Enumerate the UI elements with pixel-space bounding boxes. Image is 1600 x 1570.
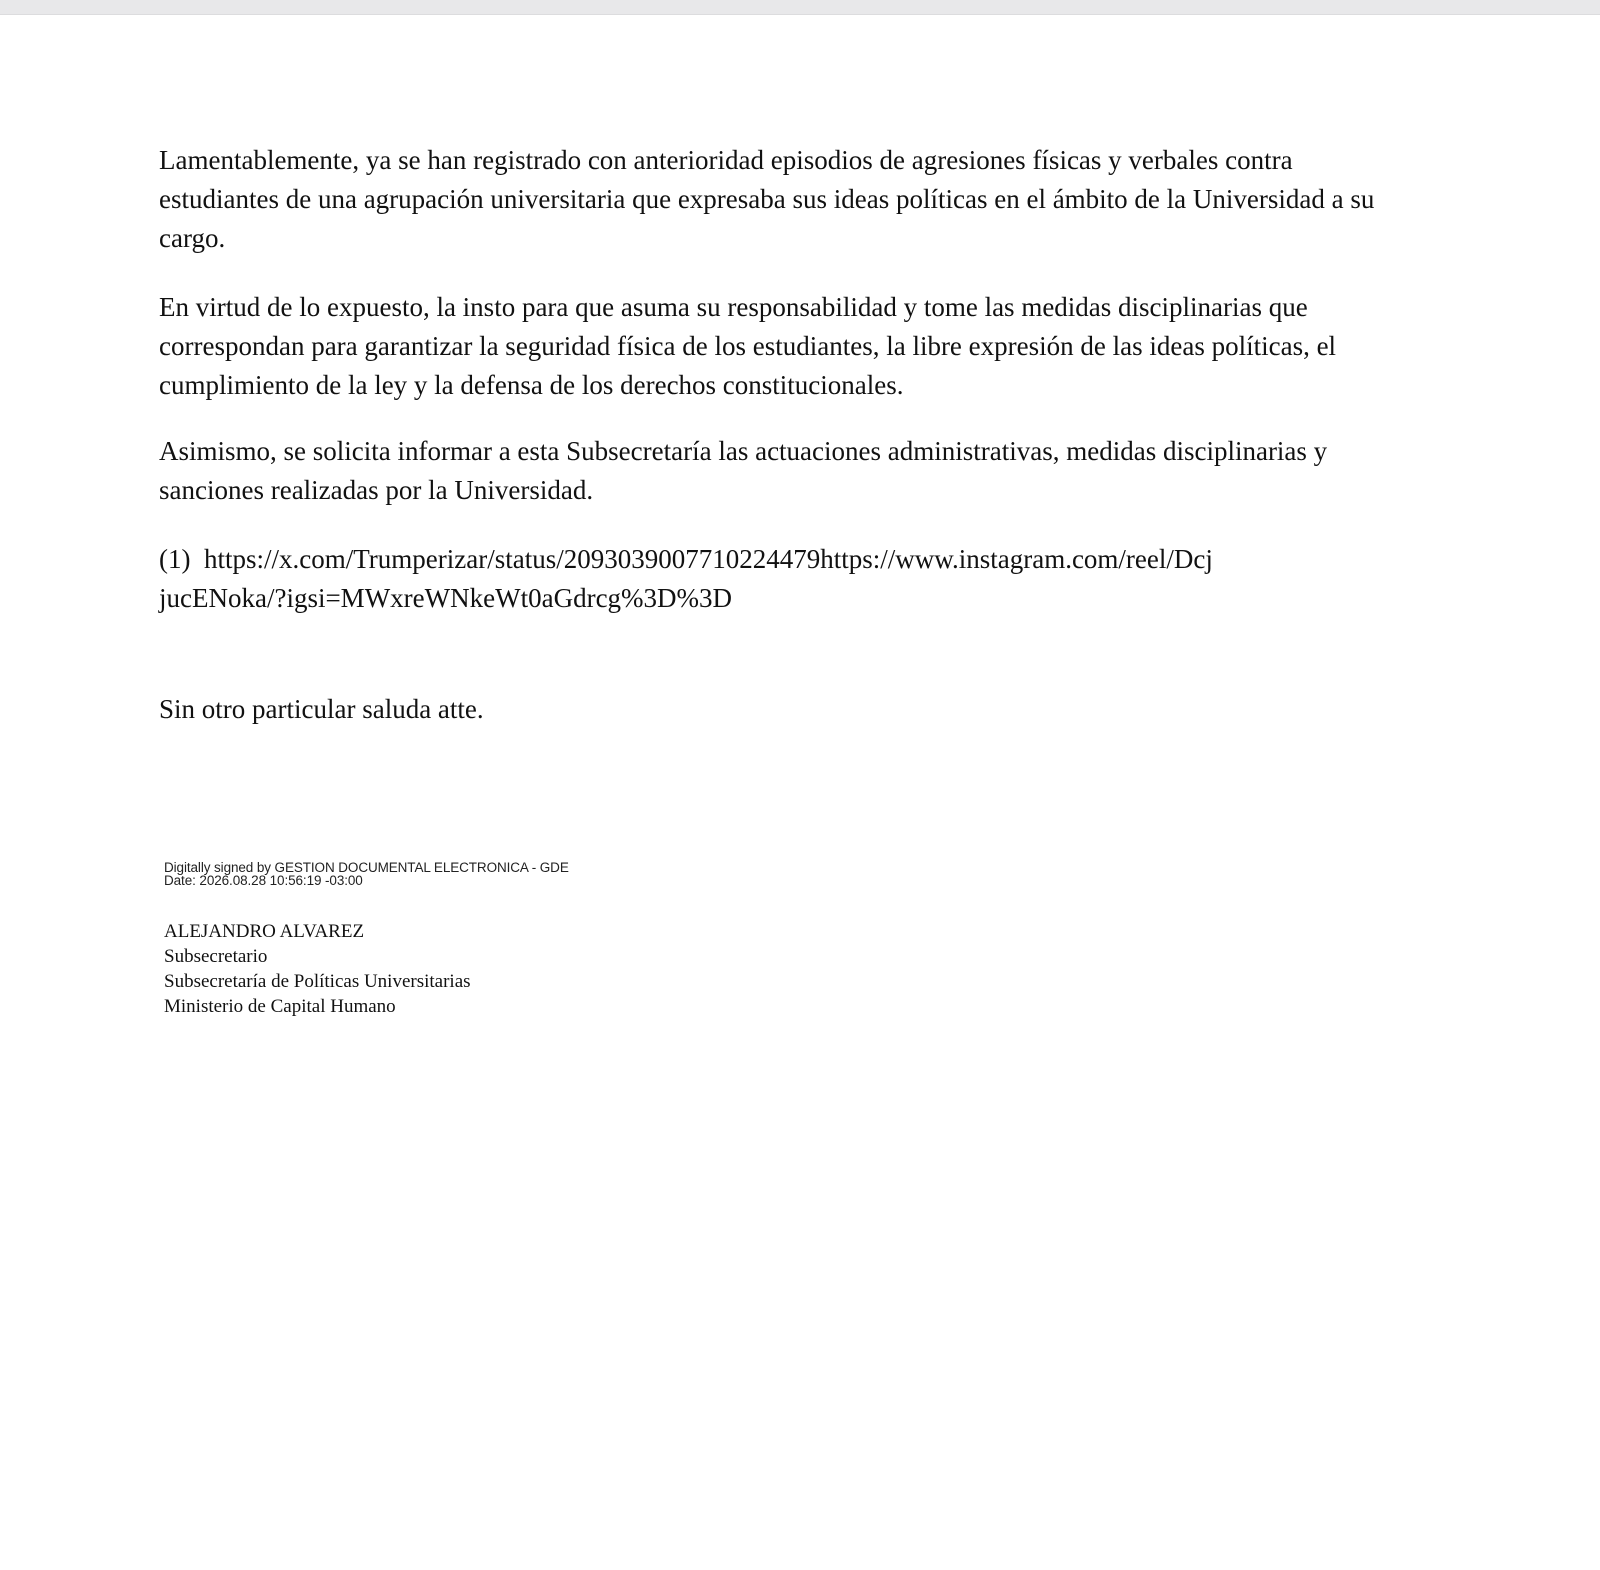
- signer-name: ALEJANDRO ALVAREZ: [164, 921, 365, 942]
- paragraph-prior-incidents: [159, 141, 1519, 258]
- footnote-reference: [159, 540, 1519, 618]
- paragraph-line: sanciones realizadas por la Universidad.: [159, 475, 594, 505]
- paragraph-line: estudiantes de una agrupación universitaria que expresaba sus ideas políticas en el ámbito de la Universidad a su: [159, 184, 1375, 214]
- signature-stamp-signer: Digitally signed by GESTION DOCUMENTAL ELECTRONICA - GDE: [164, 860, 569, 875]
- closing-salutation: Sin otro particular saluda atte.: [159, 694, 484, 724]
- paragraph-line: cargo.: [159, 223, 226, 253]
- viewer-top-bar: [0, 0, 1600, 15]
- footnote-marker: (1): [159, 544, 191, 574]
- footnote-line: [159, 579, 1519, 618]
- paragraph-request-measures: [159, 288, 1519, 405]
- digital-signature-stamp: [164, 861, 569, 887]
- signer-role: Subsecretario: [164, 946, 268, 967]
- paragraph-line: cumplimiento de la ley y la defensa de los derechos constitucionales.: [159, 370, 904, 400]
- paragraph-line: En virtud de lo expuesto, la insto para que asuma su responsabilidad y tome las medidas disciplinarias que: [159, 292, 1308, 322]
- footnote-link[interactable]: https://x.com/Trumperizar/status/2093039007710224479https://www.instagram.com/reel/Dcj: [203, 544, 1213, 574]
- paragraph-request-information: [159, 432, 1519, 510]
- paragraph-line: correspondan para garantizar la seguridad física de los estudiantes, la libre expresión de las ideas políticas, el: [159, 331, 1337, 361]
- signer-block: [164, 919, 471, 1019]
- signer-office: Subsecretaría de Políticas Universitarias: [164, 971, 471, 992]
- paragraph-line: Lamentablemente, ya se han registrado con anterioridad episodios de agresiones físicas y verbales contra: [159, 145, 1293, 175]
- document-page: [0, 15, 1600, 1570]
- signer-ministry: Ministerio de Capital Humano: [164, 996, 396, 1017]
- footnote-line: [159, 540, 1519, 579]
- signature-stamp-date: Date: 2026.08.28 10:56:19 -03:00: [164, 873, 363, 888]
- paragraph-line: Asimismo, se solicita informar a esta Subsecretaría las actuaciones administrativas, medidas disciplinarias y: [159, 436, 1328, 466]
- footnote-link-continued[interactable]: jucENoka/?igsi=MWxreWNkeWt0aGdrcg%3D%3D: [159, 583, 733, 613]
